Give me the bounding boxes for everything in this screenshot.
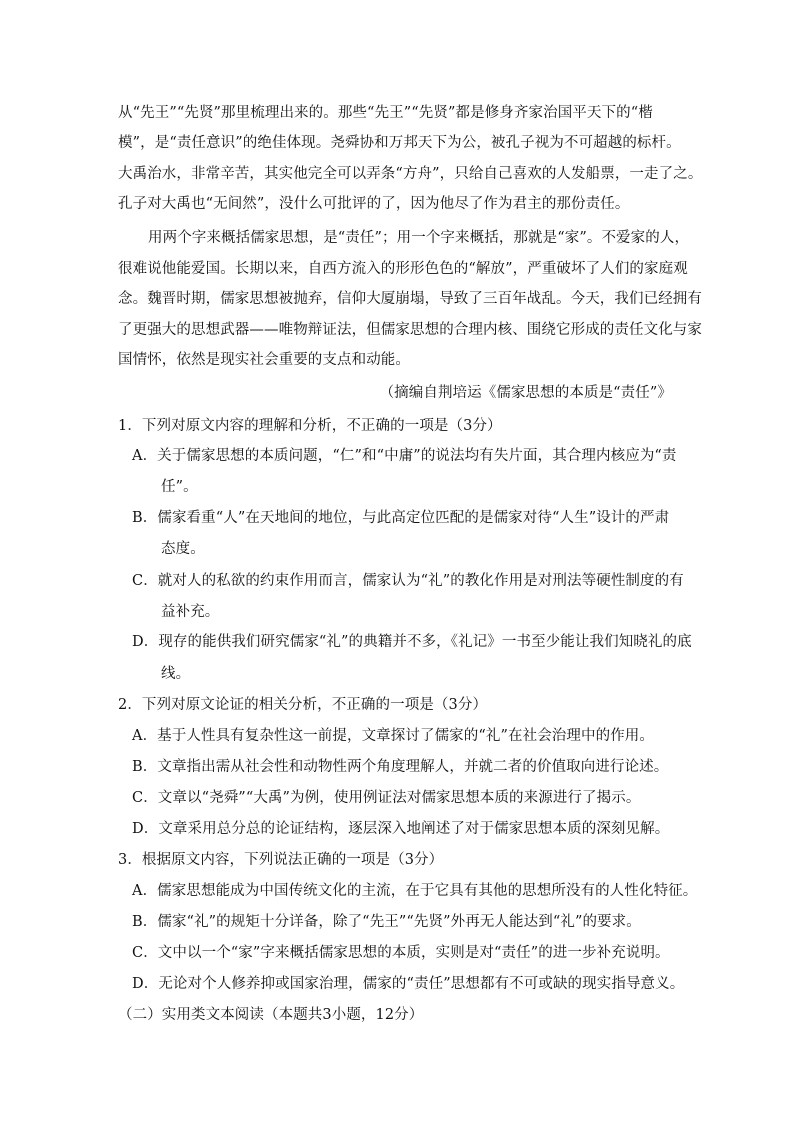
question-stem: 3．根据原文内容，下列说法正确的一项是（3分） [118,852,444,868]
question-option: B．儒家看重“人”在天地间的地位，与此高定位匹配的是儒家对待“人生”设计的严肃 [132,510,670,526]
question-option: D．无论对个人修养抑或国家治理，儒家的“责任”思想都有不可或缺的现实指导意义。 [132,976,685,992]
question-option: C．文中以一个“家”字来概括儒家思想的本质，实则是对“责任”的进一步补充说明。 [132,945,670,961]
section-heading: （二）实用类文本阅读（本题共3小题，12分） [118,1007,424,1023]
question-option-continued: 任”。 [161,479,198,495]
question-option: C．就对人的私欲的约束作用而言，儒家认为“礼”的教化作用是对刑法等硬性制度的有 [132,573,684,589]
question-stem: 2．下列对原文论证的相关分析，不正确的一项是（3分） [118,697,488,713]
question-option: B．儒家“礼”的规矩十分详备，除了“先王”“先贤”外再无人能达到“礼”的要求。 [132,914,641,930]
question-option: B．文章指出需从社会性和动物性两个角度理解人，并就二者的价值取向进行论述。 [132,759,669,775]
question-option: C．文章以“尧舜”“大禹”为例，使用例证法对儒家思想本质的来源进行了揭示。 [132,790,641,806]
passage-line: 用两个字来概括儒家思想，是“责任”；用一个字来概括，那就是“家”。不爱家的人， [148,230,690,246]
question-option-continued: 态度。 [161,541,205,557]
question-stem: 1．下列对原文内容的理解和分析，不正确的一项是（3分） [118,418,502,434]
question-option: D．文章采用总分总的论证结构，逐层深入地阐述了对于儒家思想本质的深刻见解。 [132,821,670,837]
passage-line: 大禹治水，非常辛苦，其实他完全可以弄条“方舟”，只给自己喜欢的人发船票，一走了之。 [118,166,703,182]
passage-line: 孔子对大禹也“无间然”，没什么可批评的了，因为他尽了作为君主的那份责任。 [118,196,630,212]
passage-source: （摘编自荆培运《儒家思想的本质是“责任”》 [379,385,672,401]
passage-line: 从“先王”“先贤”那里梳理出来的。那些“先王”“先贤”都是修身齐家治国平天下的“楷 [118,105,653,121]
question-option-continued: 益补充。 [161,604,220,620]
question-option: A．关于儒家思想的本质问题，“仁”和“中庸”的说法均有失片面，其合理内核应为“责 [132,448,677,464]
passage-line: 很难说他能爱国。长期以来，自西方流入的形形色色的“解放”，严重破坏了人们的家庭观 [118,261,688,277]
question-option: D．现存的能供我们研究儒家“礼”的典籍并不多，《礼记》一书至少能让我们知晓礼的底 [132,634,692,650]
passage-line: 模”，是“责任意识”的绝佳体现。尧舜协和万邦天下为公，被孔子视为不可超越的标杆。 [118,135,681,151]
passage-line: 了更强大的思想武器——唯物辩证法，但儒家思想的合理内核、围绕它形成的责任文化与家 [118,322,702,338]
question-option: A．基于人性具有复杂性这一前提，文章探讨了儒家的“礼”在社会治理中的作用。 [132,728,654,744]
question-option-continued: 线。 [161,666,191,682]
question-option: A．儒家思想能成为中国传统文化的主流，在于它具有其他的思想所没有的人性化特征。 [132,883,698,899]
passage-line: 国情怀，依然是现实社会重要的支点和动能。 [118,352,410,368]
passage-line: 念。魏晋时期，儒家思想被抛弃，信仰大厦崩塌，导致了三百年战乱。今天，我们已经拥有 [118,291,702,307]
